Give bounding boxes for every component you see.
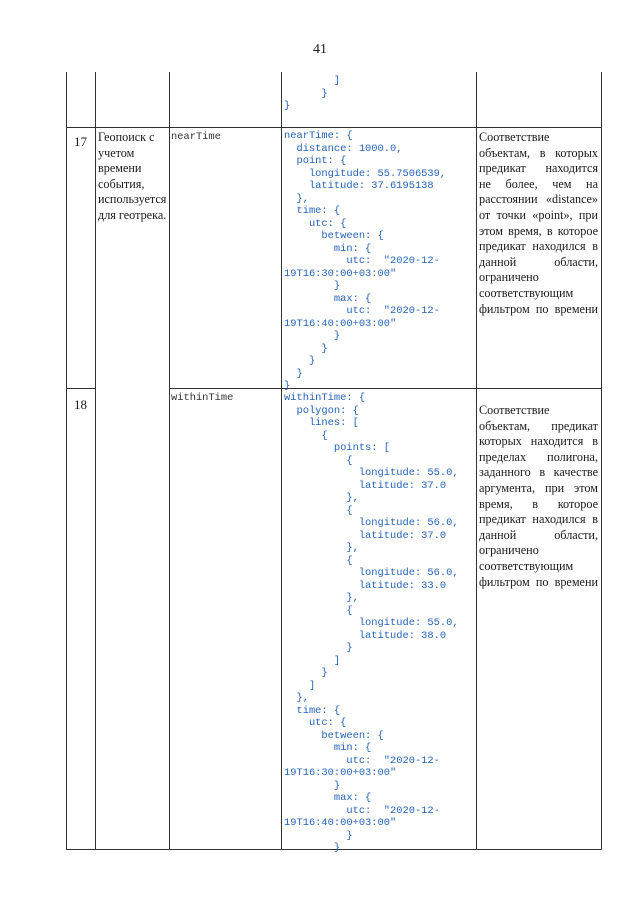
text-line: для геотрека.	[98, 207, 167, 222]
code-line: }	[284, 380, 291, 392]
row-number-18: 18	[74, 397, 87, 412]
code-line: ]	[284, 75, 341, 87]
code-line: points: [	[284, 442, 391, 454]
code-line: ]	[284, 654, 341, 667]
code-line: 19T16:30:00+03:00"	[284, 267, 397, 280]
text-line: от точки «point», при	[479, 207, 598, 222]
code-line: {	[284, 604, 353, 617]
text-line: расстоянии «distance»	[479, 192, 598, 207]
description-neartime	[479, 130, 598, 317]
code-line: max: {	[284, 792, 372, 804]
text-line: заданного в качестве	[479, 465, 598, 480]
text-line: предикат находился в	[479, 512, 598, 527]
table-divider-feature	[169, 72, 170, 850]
code-line: distance: 1000.0,	[284, 142, 403, 155]
code-line: 19T16:40:00+03:00"	[284, 817, 397, 829]
code-line: latitude: 37.0	[284, 529, 447, 542]
code-line: }	[284, 342, 328, 355]
text-line: объектам, в которых	[479, 145, 598, 160]
code-line: polygon: {	[284, 404, 359, 417]
table-divider-num	[95, 72, 96, 850]
code-line: },	[284, 592, 359, 604]
page-number: 41	[313, 42, 327, 57]
text-line: фильтром по времени	[479, 301, 598, 316]
code-line: }	[284, 87, 328, 100]
text-line: учетом	[98, 145, 135, 160]
text-line: соответствующим	[479, 558, 574, 573]
code-line: lines: [	[284, 417, 359, 429]
code-line: }	[284, 842, 341, 854]
code-line: ]	[284, 679, 316, 692]
code-line: latitude: 38.0	[284, 629, 447, 642]
code-neartime	[284, 130, 446, 393]
text-line: Геопоиск с	[98, 130, 155, 144]
code-line: }	[284, 100, 291, 112]
text-line: предикат находится	[479, 161, 598, 176]
text-line: соответствующим	[479, 285, 574, 300]
code-line: },	[284, 692, 309, 704]
code-line: time: {	[284, 205, 341, 217]
code-line: min: {	[284, 742, 372, 754]
code-line: },	[284, 192, 309, 205]
code-line: }	[284, 642, 353, 654]
code-line: point: {	[284, 155, 347, 167]
function-name-withintime: withinTime	[171, 392, 234, 404]
text-line: пределах полигона,	[479, 449, 598, 464]
code-line: },	[284, 542, 359, 554]
text-line: используется	[98, 192, 167, 207]
code-line: {	[284, 554, 353, 567]
code-line: latitude: 37.6195138	[284, 180, 434, 192]
code-line: {	[284, 454, 353, 467]
code-line: 19T16:40:00+03:00"	[284, 317, 397, 330]
code-line: between: {	[284, 230, 384, 242]
text-line: предикат находился в	[479, 239, 598, 254]
feature-description-geotime	[98, 130, 168, 224]
code-line: time: {	[284, 704, 341, 717]
code-line: longitude: 55.0,	[284, 617, 459, 629]
text-line: фильтром по времени	[479, 574, 598, 589]
text-line: ограничено	[479, 543, 539, 558]
code-line: longitude: 55.0,	[284, 467, 459, 479]
text-line: не более, чем на	[479, 176, 598, 191]
text-line: объектам, предикат	[479, 418, 598, 433]
row-divider-17	[66, 127, 602, 128]
text-line: данной области,	[479, 527, 598, 542]
code-line: }	[284, 280, 341, 292]
text-line: Соответствие	[479, 130, 550, 144]
table-divider-code	[476, 72, 477, 850]
code-line: utc: {	[284, 217, 347, 230]
code-line: utc: "2020-12-	[284, 804, 440, 817]
code-line: longitude: 55.7506539,	[284, 167, 447, 180]
code-line: utc: "2020-12-	[284, 754, 440, 767]
code-line: }	[284, 367, 303, 380]
code-line: longitude: 56.0,	[284, 567, 459, 579]
text-line: аргумента, при этом	[479, 480, 598, 495]
text-line: этом время, в которое	[479, 223, 598, 238]
row-divider-18	[66, 388, 96, 389]
code-line: latitude: 37.0	[284, 479, 447, 492]
code-line: }	[284, 667, 328, 679]
code-line: withinTime: {	[284, 392, 366, 404]
code-line: {	[284, 429, 328, 442]
code-line: min: {	[284, 242, 372, 255]
code-line: }	[284, 829, 353, 842]
row-number-17: 17	[74, 134, 87, 149]
code-line: utc: {	[284, 717, 347, 729]
code-line: },	[284, 492, 359, 504]
code-line: }	[284, 355, 316, 367]
code-fragment-top	[284, 75, 340, 113]
code-line: }	[284, 779, 341, 792]
code-line: longitude: 56.0,	[284, 517, 459, 529]
table-divider-function	[281, 72, 282, 850]
text-line: которых находится в	[479, 434, 598, 449]
text-line: Соответствие	[479, 403, 550, 417]
code-line: utc: "2020-12-	[284, 305, 440, 317]
text-line: ограничено	[479, 270, 539, 285]
text-line: данной области,	[479, 254, 598, 269]
text-line: события,	[98, 176, 145, 191]
code-line: between: {	[284, 729, 384, 742]
code-line: {	[284, 504, 353, 517]
code-line: nearTime: {	[284, 130, 353, 142]
table-border-left	[66, 72, 67, 850]
code-line: 19T16:30:00+03:00"	[284, 767, 397, 779]
text-line: времени	[98, 161, 142, 176]
function-name-neartime: nearTime	[171, 131, 221, 143]
code-line: utc: "2020-12-	[284, 255, 440, 267]
text-line: время, в которое	[479, 496, 598, 511]
table-border-right	[601, 72, 602, 850]
code-line: latitude: 33.0	[284, 579, 447, 592]
code-withintime	[284, 392, 459, 855]
code-line: max: {	[284, 292, 372, 305]
code-line: }	[284, 330, 341, 342]
description-withintime	[479, 403, 598, 590]
